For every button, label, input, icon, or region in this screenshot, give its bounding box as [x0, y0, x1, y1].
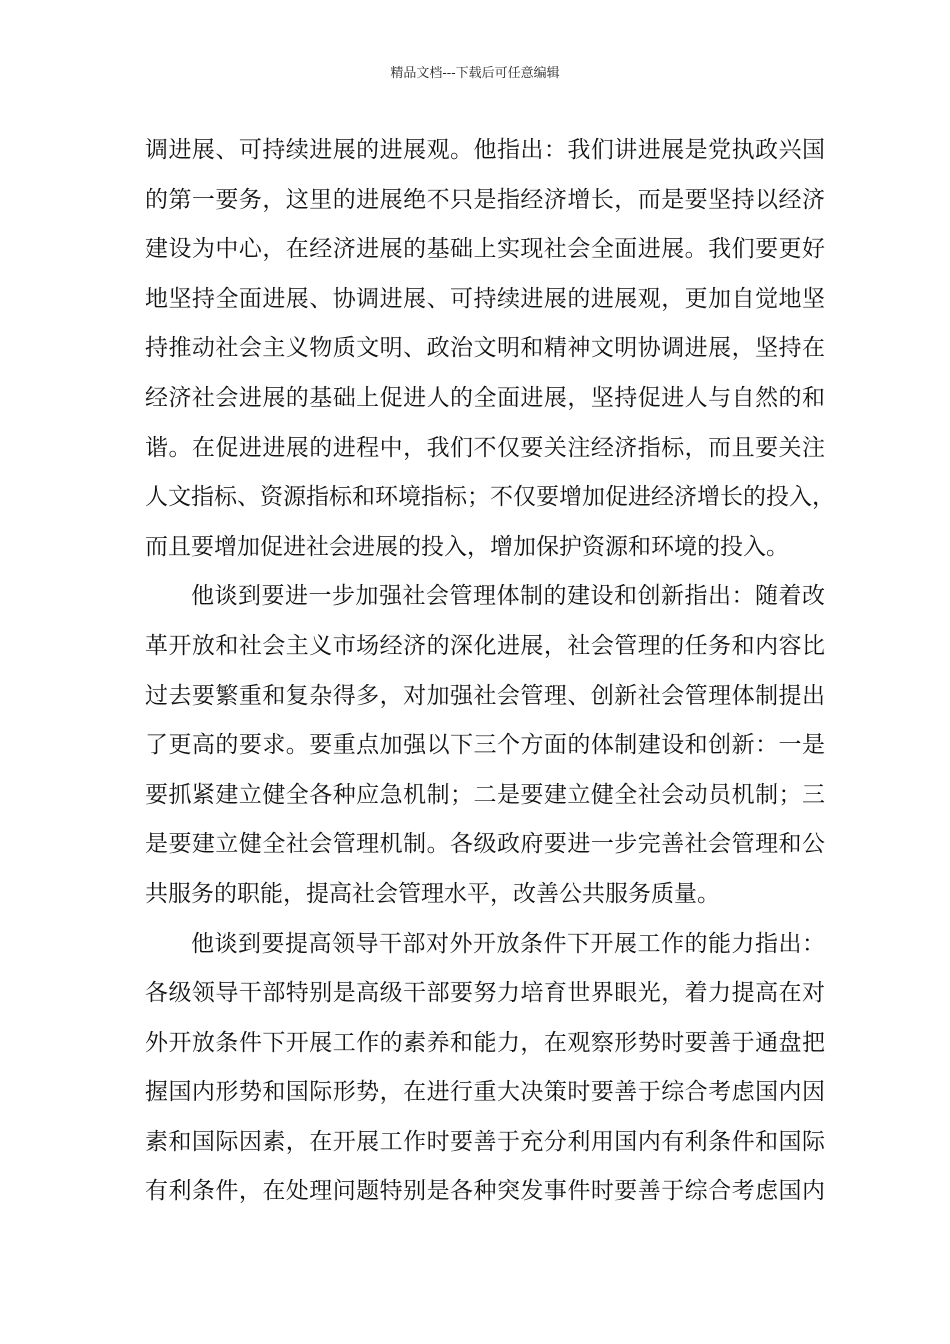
text-line: 过去要繁重和复杂得多，对加强社会管理、创新社会管理体制提出 — [145, 682, 825, 709]
text-line: 持推动社会主义物质文明、政治文明和精神文明协调进展，坚持在 — [145, 335, 825, 362]
text-line: 握国内形势和国际形势，在进行重大决策时要善于综合考虑国内因 — [145, 1079, 825, 1106]
text-line: 地坚持全面进展、协调进展、可持续进展的进展观，更加自觉地坚 — [145, 285, 825, 312]
text-line: 有利条件，在处理问题特别是各种突发事件时要善于综合考虑国内 — [145, 1178, 825, 1205]
text-line: 建设为中心，在经济进展的基础上实现社会全面进展。我们要更好 — [145, 236, 825, 263]
text-line: 外开放条件下开展工作的素养和能力，在观察形势时要善于通盘把 — [145, 1029, 825, 1056]
text-line: 革开放和社会主义市场经济的深化进展，社会管理的任务和内容比 — [145, 632, 825, 659]
text-line: 他谈到要提高领导干部对外开放条件下开展工作的能力指出： — [191, 930, 825, 957]
text-line: 人文指标、资源指标和环境指标；不仅要增加促进经济增长的投入， — [145, 484, 835, 511]
text-line: 调进展、可持续进展的进展观。他指出：我们讲进展是党执政兴国 — [145, 137, 825, 163]
text-line: 了更高的要求。要重点加强以下三个方面的体制建设和创新：一是 — [145, 732, 825, 759]
text-line: 素和国际因素，在开展工作时要善于充分利用国内有利条件和国际 — [145, 1128, 825, 1155]
text-line: 他谈到要进一步加强社会管理体制的建设和创新指出：随着改 — [191, 583, 825, 610]
text-line: 共服务的职能，提高社会管理水平，改善公共服务质量。 — [145, 880, 720, 907]
text-line: 经济社会进展的基础上促进人的全面进展，坚持促进人与自然的和 — [145, 384, 825, 411]
text-line: 是要建立健全社会管理机制。各级政府要进一步完善社会管理和公 — [145, 831, 825, 858]
page-header: 精品文档---下载后可任意编辑 — [390, 66, 560, 81]
text-line: 的第一要务，这里的进展绝不只是指经济增长，而是要坚持以经济 — [145, 186, 825, 213]
document-body — [145, 126, 835, 1217]
text-line: 而且要增加促进社会进展的投入，增加保护资源和环境的投入。 — [145, 533, 789, 560]
text-line: 各级领导干部特别是高级干部要努力培育世界眼光，着力提高在对 — [145, 980, 825, 1007]
text-line: 要抓紧建立健全各种应急机制；二是要建立健全社会动员机制；三 — [145, 781, 825, 808]
text-line: 谐。在促进进展的进程中，我们不仅要关注经济指标，而且要关注 — [145, 434, 825, 461]
